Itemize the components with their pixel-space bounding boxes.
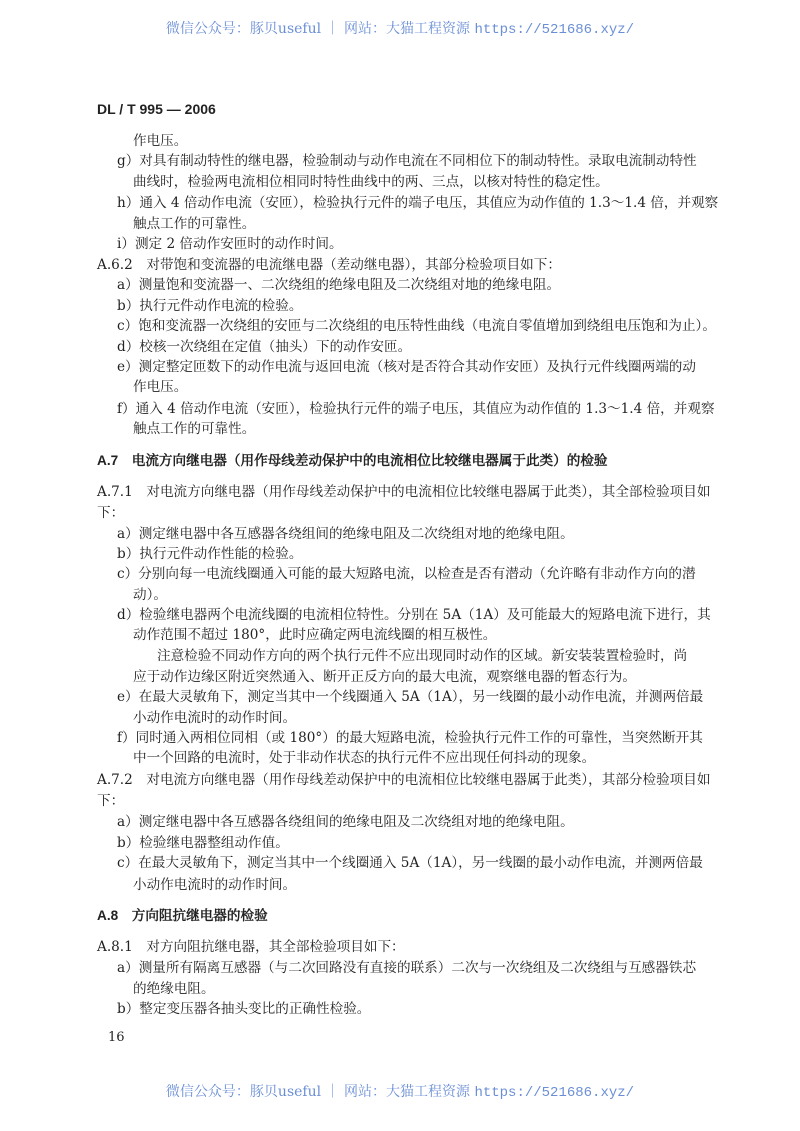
text-line: e）在最大灵敏角下，测定当其中一个线圈通入 5A（1A），另一线圈的最小动作电流，并测两倍最 (117, 689, 704, 705)
text-line: A.7.2 对电流方向继电器（用作母线差动保护中的电流相位比较继电器属于此类），其部分检验项目如 (97, 772, 711, 788)
text-line: b）检验继电器整组动作值。 (117, 835, 289, 851)
section-heading: A.8 方向阻抗继电器的检验 (97, 908, 268, 923)
text-line: 小动作电流时的动作时间。 (133, 877, 297, 893)
text-line: f）通入 4 倍动作电流（安匝），检验执行元件的端子电压，其值应为动作值的 1.3～1.4 倍，并观察 (117, 401, 715, 417)
text-line: a）测量所有隔离互感器（与二次回路没有直接的联系）二次与一次绕组及二次绕组与互感器铁芯 (117, 960, 697, 976)
text-line: b）整定变压器各抽头变比的正确性检验。 (117, 1001, 371, 1017)
text-line: a）测定继电器中各互感器各绕组间的绝缘电阻及二次绕组对地的绝缘电阻。 (117, 814, 574, 830)
watermark-text: 微信公众号：豚贝useful ｜ 网站：大猫工程资源 (165, 21, 475, 37)
text-line: c）饱和变流器一次绕组的安匝与二次绕组的电压特性曲线（电流自零值增加到绕组电压饱和为止）。 (117, 318, 716, 334)
text-line: A.7.1 对电流方向继电器（用作母线差动保护中的电流相位比较继电器属于此类），其全部检验项目如 (97, 484, 711, 500)
text-line: d）检验继电器两个电流线圈的电流相位特性。分别在 5A（1A）及可能最大的短路电流下进行，其 (117, 607, 711, 623)
text-line: b）执行元件动作性能的检验。 (117, 546, 303, 562)
page-number: 16 (108, 1030, 125, 1045)
text-line: 中一个回路的电流时，处于非动作状态的执行元件不应出现任何抖动的现象。 (133, 750, 596, 766)
text-line: g）对具有制动特性的继电器，检验制动与动作电流在不同相位下的制动特性。录取电流制动特性 (117, 153, 697, 169)
text-line: h）通入 4 倍动作电流（安匝），检验执行元件的端子电压，其值应为动作值的 1.3～1.4 倍，并观察 (117, 195, 719, 211)
text-line: i）测定 2 倍动作安匝时的动作时间。 (117, 236, 343, 252)
text-line: c）在最大灵敏角下，测定当其中一个线圈通入 5A（1A），另一线圈的最小动作电流，并测两倍最 (117, 855, 703, 871)
text-line: A.6.2 对带饱和变流器的电流继电器（差动继电器），其部分检验项目如下： (97, 257, 561, 273)
text-line: f）同时通入两相位同相（或 180°）的最大短路电流，检验执行元件工作的可靠性，当突然断开其 (117, 730, 703, 746)
text-line: 作电压。 (133, 379, 188, 395)
text-line: 动）。 (133, 587, 167, 603)
standard-header: DL / T 995 — 2006 (97, 101, 216, 117)
text-line: d）校核一次绕组在定值（抽头）下的动作安匝。 (117, 339, 412, 355)
text-line: 触点工作的可靠性。 (133, 421, 256, 437)
text-line: 动作范围不超过 180°，此时应确定两电流线圈的相互极性。 (133, 627, 497, 643)
watermark-url: https://521686.xyz/ (474, 1085, 635, 1101)
text-line: 作电压。 (133, 133, 188, 149)
text-line: a）测定继电器中各互感器各绕组间的绝缘电阻及二次绕组对地的绝缘电阻。 (117, 526, 574, 542)
text-line: 小动作电流时的动作时间。 (133, 710, 297, 726)
text-line: 下： (97, 505, 125, 521)
text-line: 应于动作边缘区附近突然通入、断开正反方向的最大电流，观察继电器的暂态行为。 (133, 669, 636, 685)
text-line: A.8.1 对方向阻抗继电器，其全部检验项目如下： (97, 939, 405, 955)
section-heading: A.7 电流方向继电器（用作母线差动保护中的电流相位比较继电器属于此类）的检验 (97, 453, 608, 468)
watermark-text: 微信公众号：豚贝useful ｜ 网站：大猫工程资源 (165, 1084, 475, 1100)
watermark-url: https://521686.xyz/ (474, 22, 635, 38)
watermark-bottom (0, 1081, 800, 1101)
text-line: c）分别向每一电流线圈通入可能的最大短路电流，以检查是否有潜动（允许略有非动作方向的潜 (117, 566, 696, 582)
text-line: 的绝缘电阻。 (133, 981, 215, 997)
text-line: 曲线时，检验两电流相位相同时特性曲线中的两、三点，以核对特性的稳定性。 (133, 174, 609, 190)
text-line: b）执行元件动作电流的检验。 (117, 298, 303, 314)
text-line: a）测量饱和变流器一、二次绕组的绝缘电阻及二次绕组对地的绝缘电阻。 (117, 277, 561, 293)
watermark-top (0, 18, 800, 38)
text-line: e）测定整定匝数下的动作电流与返回电流（核对是否符合其动作安匝）及执行元件线圈两端的动 (117, 359, 696, 375)
text-line: 触点工作的可靠性。 (133, 216, 256, 232)
text-line: 注意检验不同动作方向的两个执行元件不应出现同时动作的区域。新安装装置检验时，尚 (157, 648, 688, 664)
text-line: 下： (97, 793, 125, 809)
